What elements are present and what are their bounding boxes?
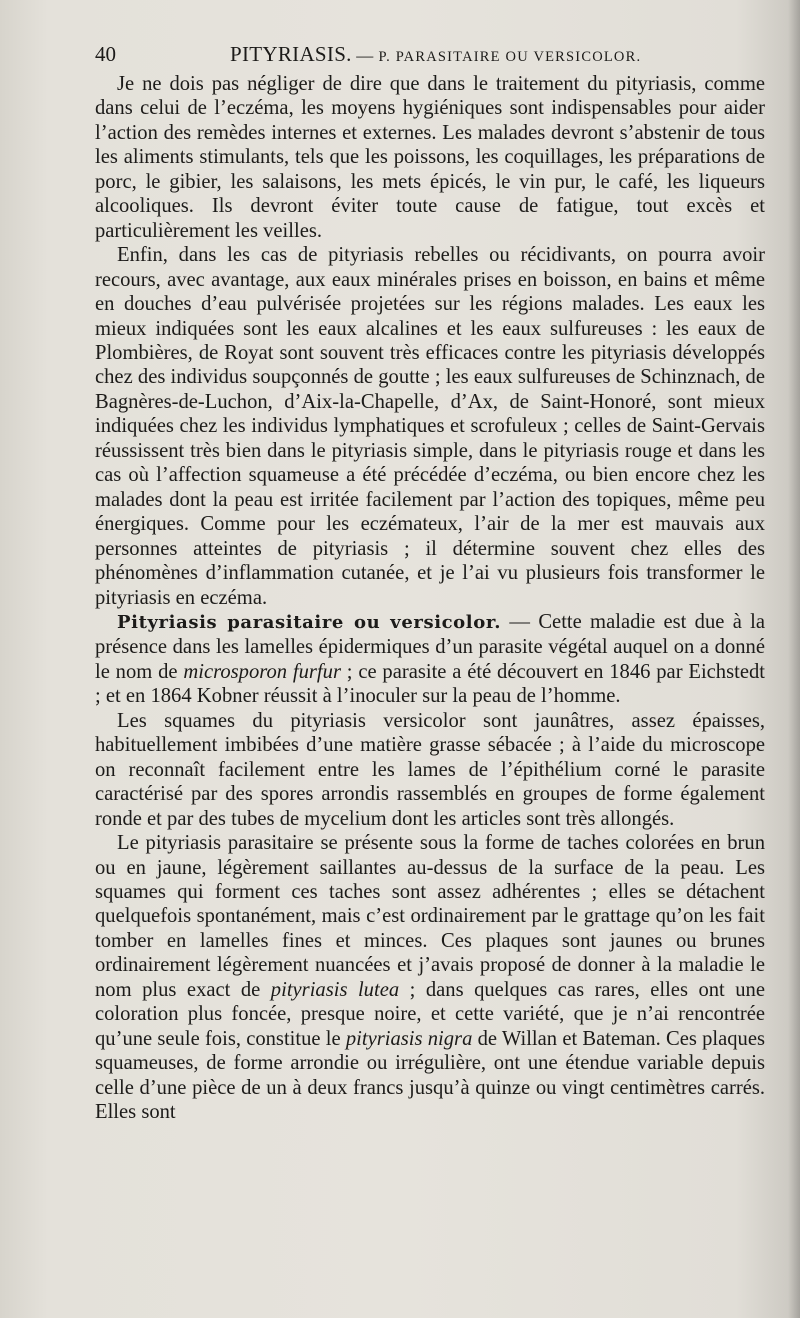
- text-segment: ; dans quelques cas rares, elles ont une coloration plus foncée, presque noire, et cette variété, que je n’ai rencontrée qu’une seule fois, constitue le: [95, 978, 765, 1050]
- paragraph-taches: [95, 831, 765, 1124]
- running-title: [230, 42, 641, 67]
- header-subtitle: P. PARASITAIRE OU VERSICOLOR.: [378, 49, 642, 65]
- running-header: [95, 42, 765, 72]
- page-number: 40: [95, 42, 116, 66]
- paragraph-squames: Les squames du pityriasis versicolor sont jaunâtres, assez épaisses, habituellement imbibées d’une matière grasse sébacée ; à l’aide du microscope on reconnaît facilement entre les lames de l’épithélium corné le parasite caractérisé par des spores arrondis rassemblés en groupes de forme également ronde et par des tubes de mycelium dont les articles sont très allongés.: [95, 709, 765, 830]
- text-segment: ; ce parasite a été découvert en 1846 par Eichstedt ; et en 1864 Kobner réussit à l’inoculer sur la peau de l’homme.: [95, 660, 766, 708]
- page-edge-shadow: [788, 0, 800, 1318]
- section-dash: —: [501, 610, 539, 633]
- paragraph-versicolor-intro: [95, 610, 765, 709]
- paragraph-hygiene: Je ne dois pas négliger de dire que dans le traitement du pityriasis, comme dans celui de l’eczéma, les moyens hygiéniques sont indispensables pour aider l’action des remèdes internes et externes. Les malades devront s’abstenir de tous les aliments stimulants, tels que les poissons, les coquillages, les préparations de porc, le gibier, les salaisons, les mets épicés, le vin pur, le café, les liqueurs alcooliques. Ils devront éviter toute cause de fatigue, tout excès et particulièrement les veilles.: [95, 73, 765, 242]
- header-separator: —: [356, 46, 374, 65]
- text-segment: Le pityriasis parasitaire se présente sous la forme de taches colorées en brun ou en jaune, légèrement saillantes au-dessus de la surface de la peau. Les squames qui forment ces taches sont assez adhérentes ; elles se détachent quelquefois spontanément, mais c’est ordinairement par le grattage qu’on les fait tomber en lamelles fines et minces. Ces plaques sont jaunes ou brunes ordinairement légèrement nuancées et j’avais proposé de donner à la maladie le nom plus exact de: [95, 832, 765, 1001]
- text-segment: de Willan et Bateman. Ces plaques squameuses, de forme arrondie ou irrégulière, ont une étendue variable depuis celle d’une pièce de un à deux francs jusqu’à quinze ou vingt centimètres carrés. Elles sont: [95, 1027, 765, 1124]
- header-title: PITYRIASIS.: [230, 42, 352, 66]
- text-segment: Cette maladie est due à la présence dans les lamelles épidermiques d’un parasite végétal auquel on a donné le nom de: [95, 610, 765, 683]
- italic-term-lutea: pityriasis lutea: [270, 978, 400, 1001]
- body-text: [95, 72, 765, 1124]
- section-heading: Pityriasis parasitaire ou versicolor.: [117, 611, 502, 633]
- paragraph-mineral-waters: Enfin, dans les cas de pityriasis rebelles ou récidivants, on pourra avoir recours, avec avantage, aux eaux minérales prises en boisson, en bains et même en douches d’eau pulvérisée projetées sur les régions malades. Les eaux les mieux indiquées sont les eaux alcalines et les eaux sulfureuses : les eaux de Plombières, de Royat sont souvent très efficaces contre les pityriasis développés chez des individus soupçonnés de goutte ; les eaux sulfureuses de Schinznach, de Bagnères-de-Luchon, d’Aix-la-Chapelle, d’Ax, de Saint-Honoré, sont mieux indiquées chez les individus lymphatiques et scrofuleux ; celles de Saint-Gervais réussissent très bien dans le pityriasis simple, dans le pityriasis rouge et dans les cas où l’affection squameuse a été précédée d’eczéma, ou bien encore chez les malades dont la peau est irritée facilement par l’action des topiques, même peu énergiques. Comme pour les eczémateux, l’air de la mer est mauvais aux personnes atteintes de pityriasis ; il détermine souvent chez elles des phénomènes d’inflammation cutanée, et je l’ai vu plusieurs fois transformer le pityriasis en eczéma.: [95, 244, 765, 609]
- italic-term-nigra: pityriasis nigra: [345, 1027, 473, 1050]
- italic-term-microsporon: microsporon furfur: [183, 660, 341, 683]
